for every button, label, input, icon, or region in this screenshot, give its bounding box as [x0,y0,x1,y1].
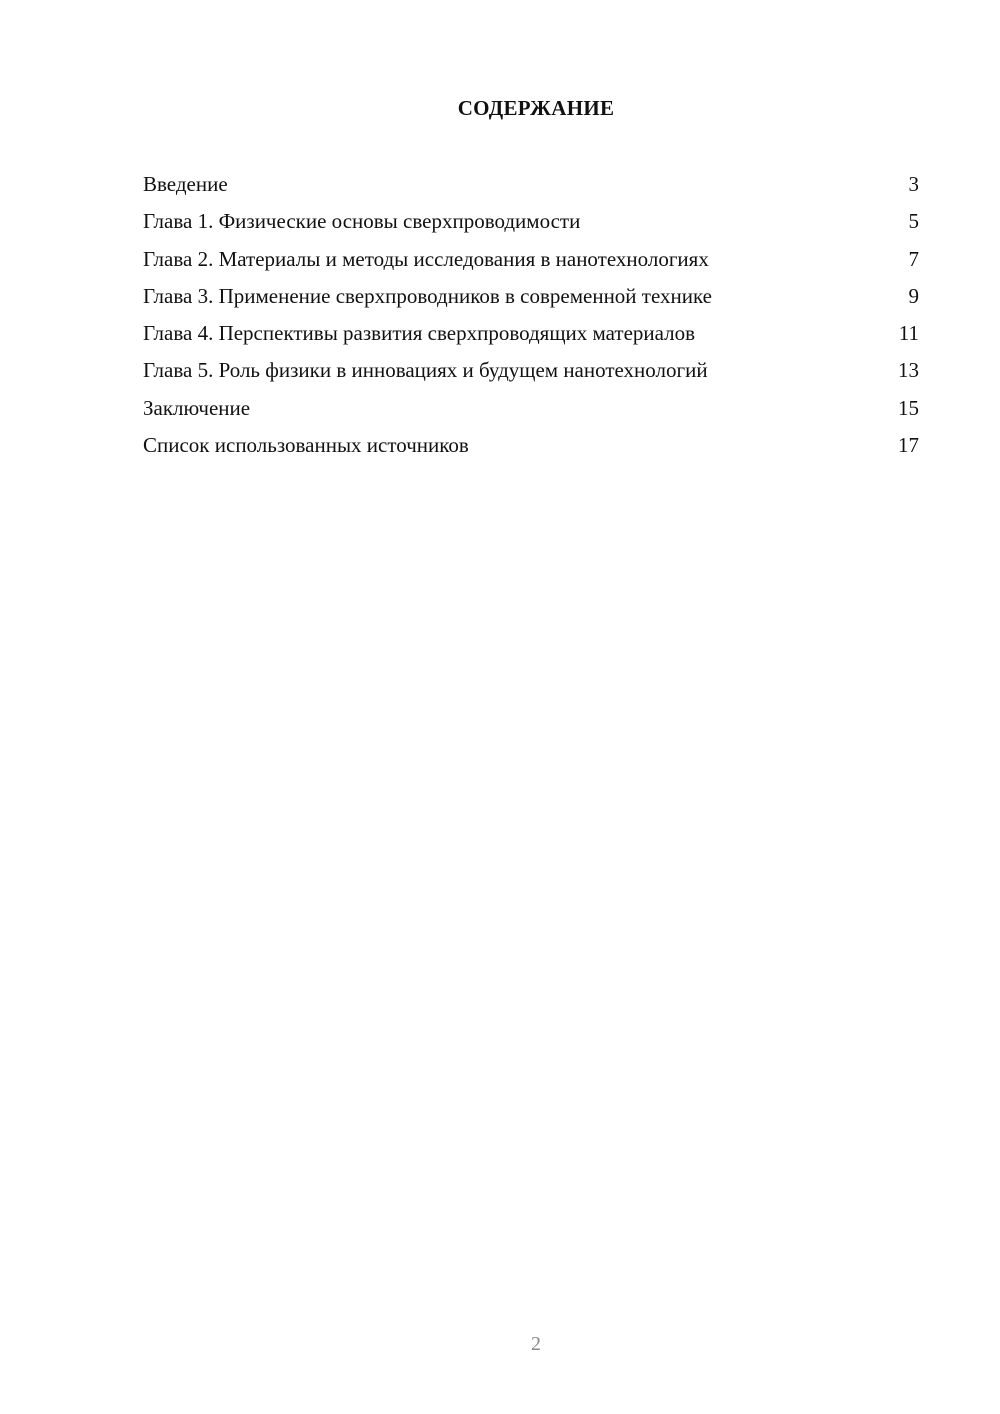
page-title: СОДЕРЖАНИЕ [457,96,615,120]
toc-entry-references [143,430,919,467]
toc-entry-label: Глава 4. Перспективы развития сверхпроводящих материалов [143,321,696,346]
toc-entry-conclusion [143,393,919,430]
toc-entry-label: Глава 3. Применение сверхпроводников в современной технике [143,283,712,308]
toc-entry-page: 15 [898,395,919,420]
toc-entry-chapter-5 [143,355,919,392]
toc-entry-chapter-4 [143,318,919,355]
toc-entry-label: Заключение [143,395,251,420]
toc-entry-page: 7 [908,246,919,271]
toc-entry-page: 17 [898,433,919,458]
page-number: 2 [531,1333,541,1355]
toc-entry-label: Глава 2. Материалы и методы исследования в нанотехнологиях [143,246,709,271]
toc-entry-page: 13 [898,358,919,383]
toc-entry-chapter-3 [143,281,919,318]
toc-entry-chapter-2 [143,244,919,281]
toc-entry-chapter-1 [143,206,919,243]
toc-entry-label: Введение [143,172,228,196]
toc-entry-label: Список использованных источников [143,433,469,458]
toc-entry-label: Глава 5. Роль физики в инновациях и будущем нанотехнологий [143,358,708,383]
toc-entry-page: 9 [908,283,919,308]
toc-entry-introduction [143,169,919,206]
toc-entry-page: 3 [908,172,919,196]
toc-entry-page: 11 [898,321,919,346]
toc-entry-page: 5 [908,209,919,234]
table-of-contents [143,169,919,467]
toc-entry-label: Глава 1. Физические основы сверхпроводимости [143,209,581,234]
